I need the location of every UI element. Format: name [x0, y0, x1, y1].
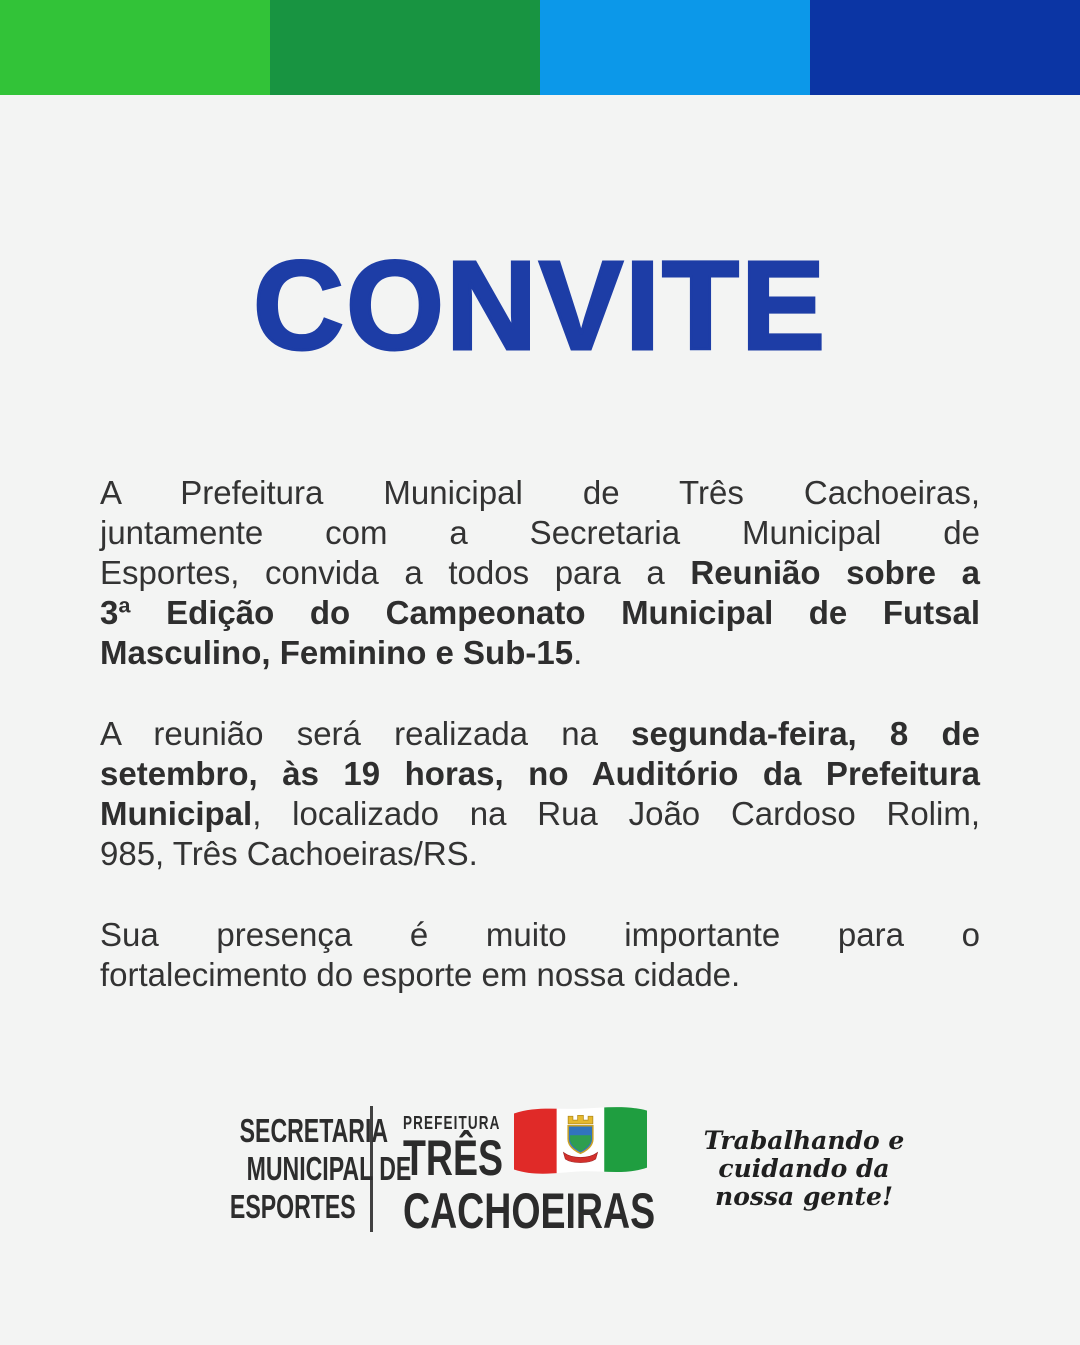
logo-prefeitura-text: PREFEITURA [402, 1113, 501, 1133]
bar-segment-green-light [0, 0, 270, 95]
bar-segment-blue-dark [810, 0, 1080, 95]
text-segment: 985, Três Cachoeiras/RS. [100, 835, 478, 872]
text-segment: . [573, 634, 583, 671]
bar-segment-blue-light [540, 0, 810, 95]
text-line [100, 794, 980, 834]
paragraph-meeting-details [100, 714, 980, 874]
text-segment: juntamente com a Secretaria Municipal de [100, 514, 980, 551]
flag-icon [509, 1103, 652, 1179]
text-segment: A Prefeitura Municipal de Três Cachoeiras, [100, 474, 980, 511]
text-segment-bold: setembro, às 19 horas, no Auditório da Prefeitura [100, 755, 980, 792]
secretaria-label [176, 1111, 411, 1226]
slogan-line: nossa gente! [715, 1181, 893, 1211]
text-line [100, 633, 980, 673]
org-line [176, 1149, 411, 1188]
text-segment: A reunião será realizada na [100, 715, 632, 752]
footer [0, 1105, 1080, 1239]
text-segment-bold: 3ª Edição do Campeonato Municipal de Futsal [100, 594, 980, 631]
text-line [100, 955, 980, 995]
text-segment-bold: Municipal [100, 795, 253, 832]
org-line-text: ESPORTES [229, 1187, 356, 1225]
text-line [100, 513, 980, 553]
slogan-line: Trabalhando e [703, 1125, 905, 1155]
text-line [100, 754, 980, 794]
text-line [100, 473, 980, 513]
org-line-text: MUNICIPAL DE [246, 1149, 411, 1187]
text-line [100, 915, 980, 955]
text-line [100, 553, 980, 593]
text-segment-bold: segunda-feira, 8 de [631, 715, 980, 752]
logo-tres-label [402, 1130, 503, 1186]
slogan-line: cuidando da [718, 1153, 890, 1183]
paragraph-closing [100, 915, 980, 995]
flag-stripe-red [509, 1103, 557, 1179]
text-segment: Sua presença é muito importante para o [100, 916, 980, 953]
text-segment: , localizado na Rua João Cardoso Rolim, [252, 795, 980, 832]
prefeitura-logo [402, 1105, 660, 1239]
bar-segment-green-dark [270, 0, 540, 95]
text-segment: fortalecimento do esporte em nossa cidade. [100, 956, 741, 993]
text-line [100, 714, 980, 754]
logo-cachoeiras-text: CACHOEIRAS [402, 1183, 655, 1239]
text-segment: Esportes, convida a todos para a [100, 554, 691, 591]
org-line [176, 1111, 388, 1150]
flag-stripe-green [604, 1103, 652, 1179]
text-segment-bold: Reunião sobre a [690, 554, 980, 591]
slogan [704, 1127, 905, 1211]
logo-tres-text: TRÊS [402, 1130, 503, 1186]
text-line [100, 593, 980, 633]
top-color-bar [0, 0, 1080, 95]
org-line [176, 1187, 356, 1226]
municipal-flag [509, 1103, 660, 1184]
body-text [100, 473, 980, 995]
page-title: CONVITE [252, 235, 828, 376]
text-line [100, 834, 980, 874]
text-segment-bold: Masculino, Feminino e Sub-15 [100, 634, 574, 671]
logo-cachoeiras-label [402, 1183, 655, 1239]
paragraph-invitation [100, 473, 980, 673]
org-line-text: SECRETARIA [239, 1111, 388, 1149]
logo-text-column [402, 1105, 509, 1186]
